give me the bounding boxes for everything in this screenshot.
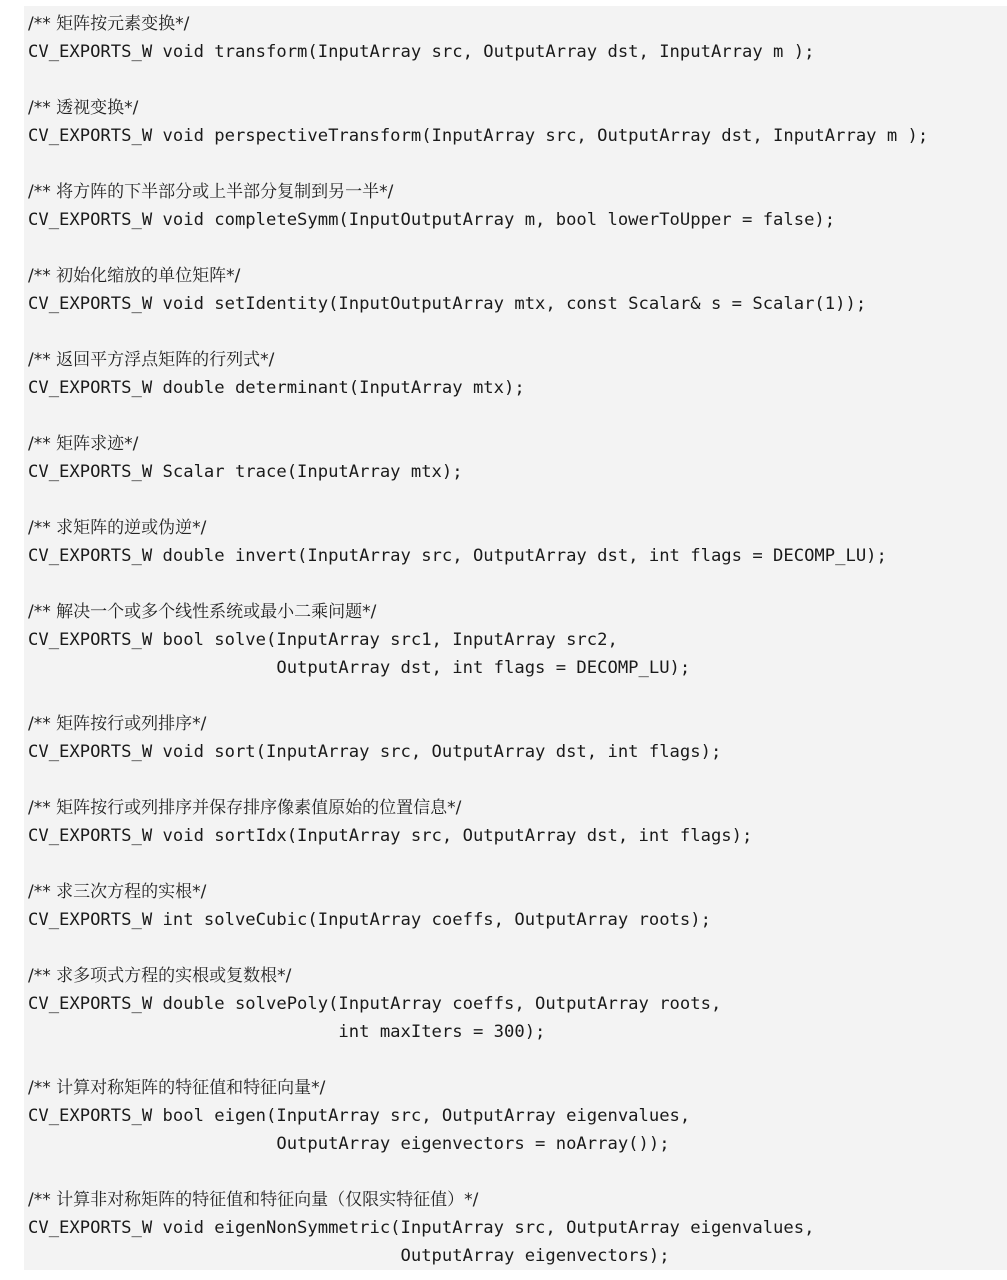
code-comment: /** 矩阵求迹*/ xyxy=(28,434,139,454)
code-comment: /** 求矩阵的逆或伪逆*/ xyxy=(28,518,207,538)
code-line: CV_EXPORTS_W void setIdentity(InputOutputArray mtx, const Scalar& s = Scalar(1)); xyxy=(28,294,867,314)
code-block-eigen xyxy=(24,1074,1007,1158)
code-line: CV_EXPORTS_W void sort(InputArray src, OutputArray dst, int flags); xyxy=(28,742,722,762)
code-block-sort-idx xyxy=(24,794,1007,850)
code-comment: /** 求多项式方程的实根或复数根*/ xyxy=(28,966,292,986)
code-block-solve xyxy=(24,598,1007,682)
code-comment: /** 初始化缩放的单位矩阵*/ xyxy=(28,266,241,286)
code-block-set-identity xyxy=(24,262,1007,318)
code-comment: /** 求三次方程的实根*/ xyxy=(28,882,207,902)
code-comment: /** 解决一个或多个线性系统或最小二乘问题*/ xyxy=(28,602,377,622)
code-comment: /** 计算非对称矩阵的特征值和特征向量（仅限实特征值）*/ xyxy=(28,1190,479,1210)
code-line: OutputArray dst, int flags = DECOMP_LU); xyxy=(28,658,691,678)
code-block-trace xyxy=(24,430,1007,486)
code-comment: /** 将方阵的下半部分或上半部分复制到另一半*/ xyxy=(28,182,394,202)
code-block-sort xyxy=(24,710,1007,766)
code-block-solve-cubic xyxy=(24,878,1007,934)
code-line: CV_EXPORTS_W void transform(InputArray src, OutputArray dst, InputArray m ); xyxy=(28,42,815,62)
code-block-invert xyxy=(24,514,1007,570)
code-block-solve-poly xyxy=(24,962,1007,1046)
code-listing xyxy=(24,6,1007,1270)
code-line: CV_EXPORTS_W double solvePoly(InputArray coeffs, OutputArray roots, xyxy=(28,994,722,1014)
code-line: CV_EXPORTS_W bool solve(InputArray src1, InputArray src2, xyxy=(28,630,618,650)
code-line: int maxIters = 300); xyxy=(28,1022,546,1042)
code-block-determinant xyxy=(24,346,1007,402)
code-comment: /** 透视变换*/ xyxy=(28,98,139,118)
code-line: CV_EXPORTS_W void perspectiveTransform(InputArray src, OutputArray dst, InputArray m ); xyxy=(28,126,929,146)
code-comment: /** 计算对称矩阵的特征值和特征向量*/ xyxy=(28,1078,326,1098)
code-line: CV_EXPORTS_W void sortIdx(InputArray src, OutputArray dst, int flags); xyxy=(28,826,753,846)
code-line: CV_EXPORTS_W int solveCubic(InputArray coeffs, OutputArray roots); xyxy=(28,910,711,930)
code-line: CV_EXPORTS_W double determinant(InputArray mtx); xyxy=(28,378,525,398)
code-block-eigen-non-symmetric xyxy=(24,1186,1007,1270)
code-line: CV_EXPORTS_W Scalar trace(InputArray mtx); xyxy=(28,462,463,482)
code-comment: /** 矩阵按行或列排序并保存排序像素值原始的位置信息*/ xyxy=(28,798,462,818)
code-line: CV_EXPORTS_W double invert(InputArray src, OutputArray dst, int flags = DECOMP_LU); xyxy=(28,546,887,566)
code-line: CV_EXPORTS_W void completeSymm(InputOutputArray m, bool lowerToUpper = false); xyxy=(28,210,836,230)
code-block-transform xyxy=(24,10,1007,66)
code-line: OutputArray eigenvectors); xyxy=(28,1246,670,1266)
code-comment: /** 矩阵按行或列排序*/ xyxy=(28,714,207,734)
code-block-perspective-transform xyxy=(24,94,1007,150)
code-line: OutputArray eigenvectors = noArray()); xyxy=(28,1134,670,1154)
code-comment: /** 矩阵按元素变换*/ xyxy=(28,14,190,34)
code-block-complete-symm xyxy=(24,178,1007,234)
code-comment: /** 返回平方浮点矩阵的行列式*/ xyxy=(28,350,275,370)
code-line: CV_EXPORTS_W bool eigen(InputArray src, OutputArray eigenvalues, xyxy=(28,1106,691,1126)
code-line: CV_EXPORTS_W void eigenNonSymmetric(InputArray src, OutputArray eigenvalues, xyxy=(28,1218,815,1238)
